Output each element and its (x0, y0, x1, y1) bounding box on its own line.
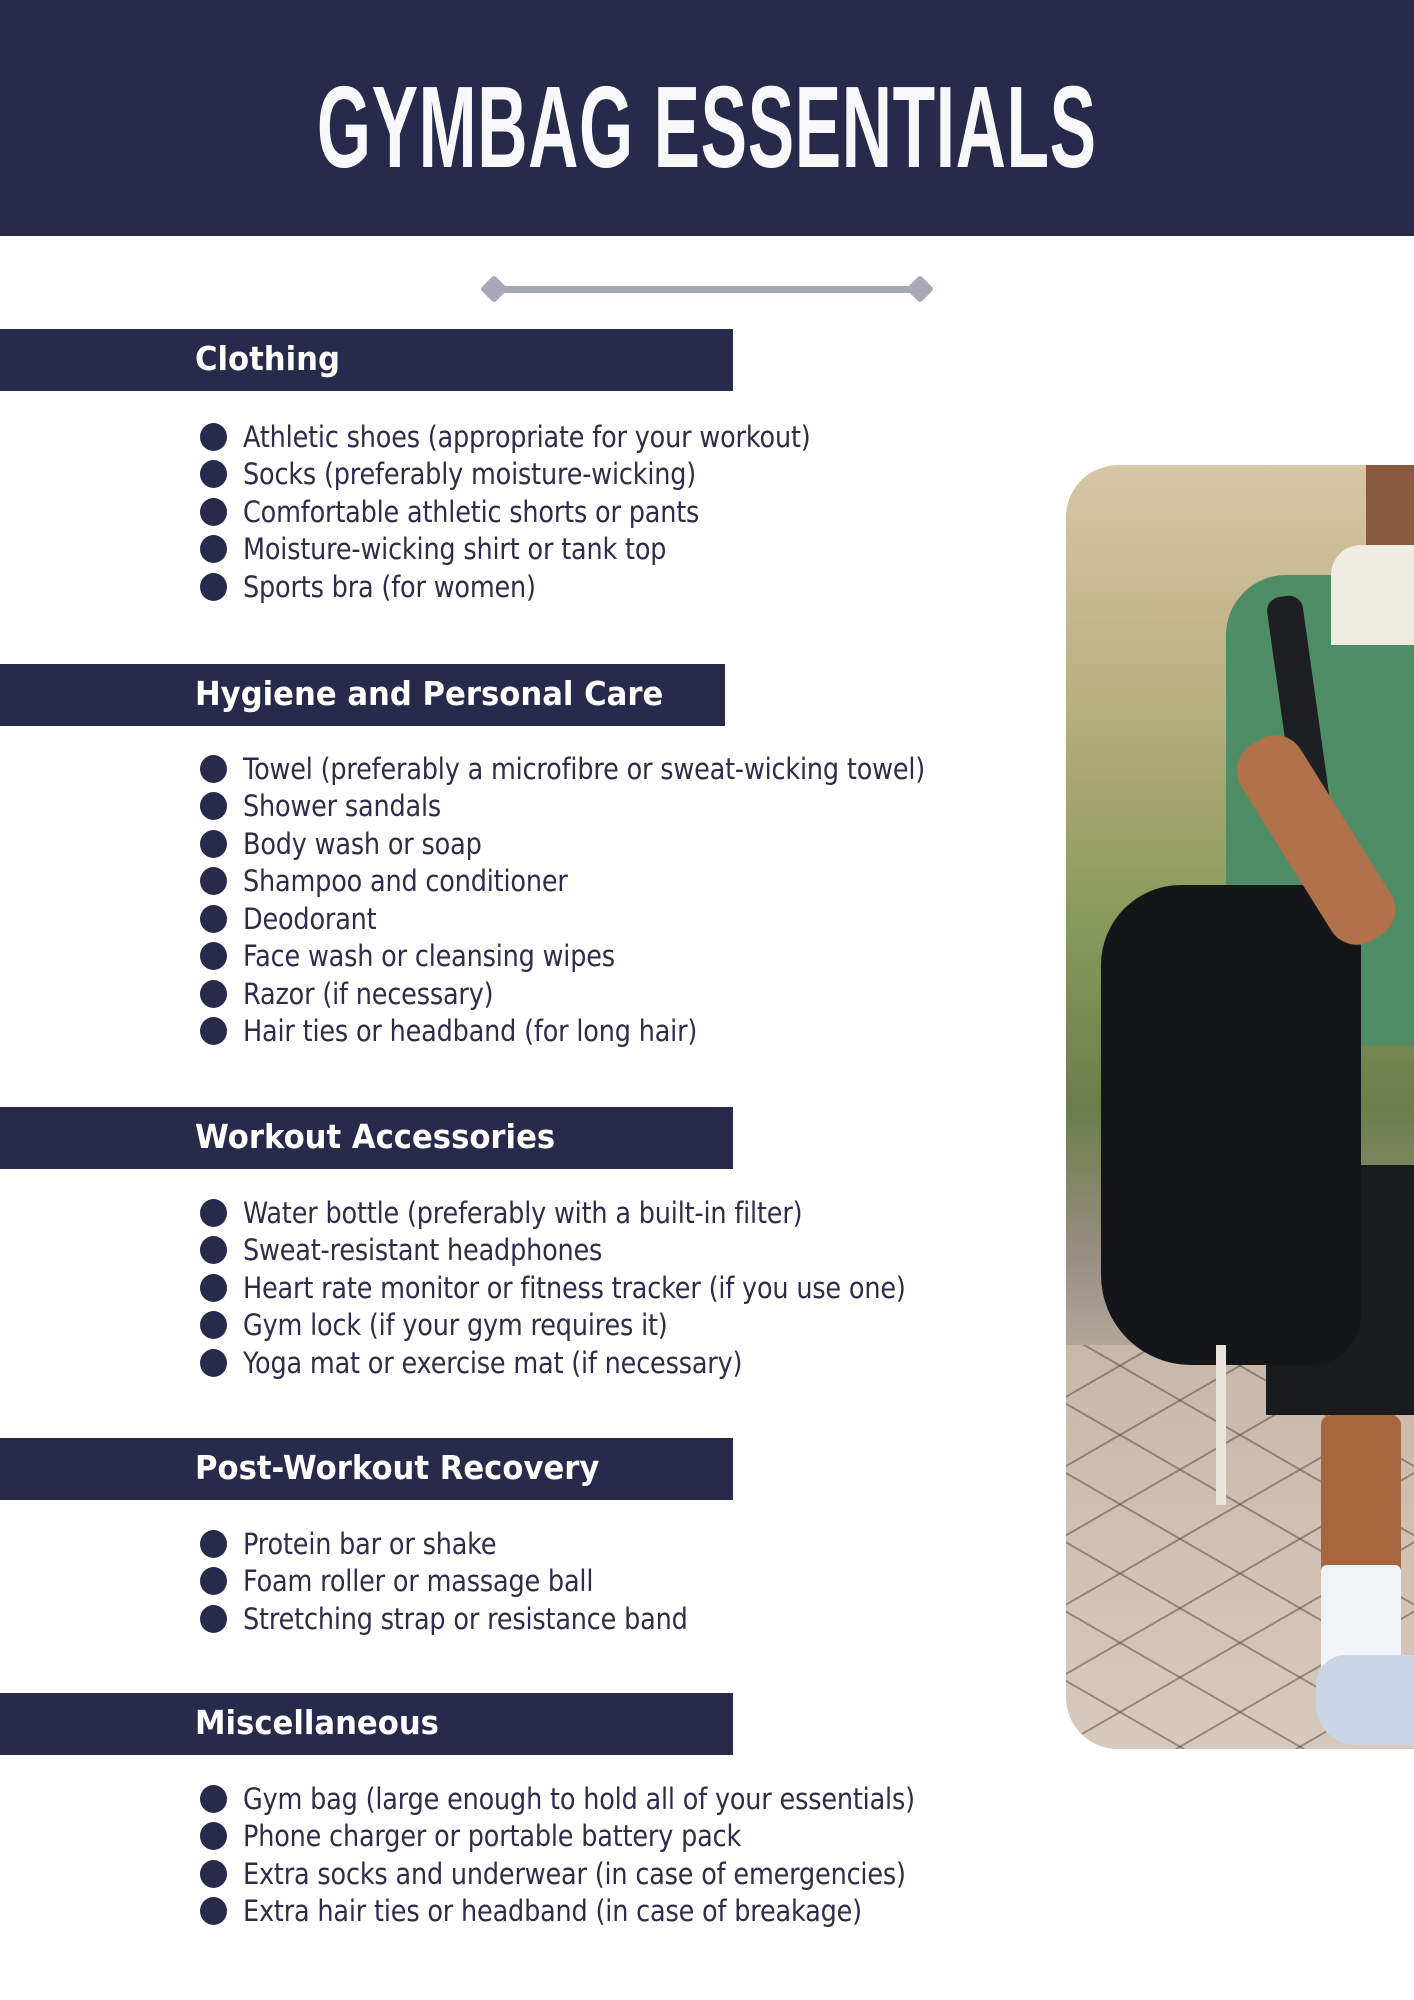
item-text: Protein bar or shake (243, 1526, 497, 1561)
section-title: Workout Accessories (195, 1117, 556, 1156)
item-text: Shampoo and conditioner (243, 864, 568, 899)
bullet-icon (200, 980, 227, 1008)
item-text: Razor (if necessary) (243, 976, 494, 1011)
list-item (200, 1013, 1018, 1051)
list-item (200, 825, 1018, 863)
item-text: Athletic shoes (appropriate for your workout) (243, 419, 811, 454)
page-title-wrap (0, 62, 1414, 192)
list-item (200, 1232, 996, 1270)
item-text: Comfortable athletic shorts or pants (243, 494, 700, 529)
bullet-icon (200, 1785, 227, 1813)
bullet-icon (200, 1017, 227, 1045)
bullet-icon (200, 1897, 227, 1925)
list-item (200, 1780, 1006, 1818)
bullet-icon (200, 830, 227, 858)
bullet-icon (200, 792, 227, 820)
section-header-miscellaneous (0, 1693, 733, 1755)
bullet-icon (200, 1822, 227, 1850)
list-item (200, 1563, 748, 1601)
bullet-icon (200, 1199, 227, 1227)
item-text: Gym lock (if your gym requires it) (243, 1308, 668, 1343)
bullet-icon (200, 755, 227, 783)
bullet-icon (200, 1605, 227, 1633)
diamond-icon (480, 275, 508, 303)
list-item (200, 568, 888, 606)
bullet-icon (200, 573, 227, 601)
list-item (200, 418, 888, 456)
item-text: Stretching strap or resistance band (243, 1601, 688, 1636)
list-item (200, 1600, 748, 1638)
bullet-icon (200, 942, 227, 970)
bag-tag (1216, 1345, 1226, 1505)
section-title: Hygiene and Personal Care (195, 674, 664, 713)
title-banner (0, 0, 1414, 236)
item-text: Extra socks and underwear (in case of emergencies) (243, 1856, 906, 1891)
item-text: Extra hair ties or headband (in case of breakage) (243, 1894, 862, 1929)
bullet-icon (200, 1274, 227, 1302)
item-text: Face wash or cleansing wipes (243, 939, 615, 974)
item-text: Hair ties or headband (for long hair) (243, 1014, 698, 1049)
list-item (200, 975, 1018, 1013)
list-item (200, 456, 888, 494)
bullet-icon (200, 498, 227, 526)
list-item (200, 1269, 996, 1307)
list-item (200, 1525, 748, 1563)
item-text: Deodorant (243, 901, 377, 936)
workout-accessories-list (200, 1194, 996, 1382)
bullet-icon (200, 1860, 227, 1888)
bullet-icon (200, 535, 227, 563)
list-item (200, 493, 888, 531)
towel (1331, 545, 1414, 645)
list-item (200, 1307, 996, 1345)
item-text: Foam roller or massage ball (243, 1564, 594, 1599)
section-header-workout-accessories (0, 1107, 733, 1169)
list-item (200, 1893, 1006, 1931)
bullet-icon (200, 1349, 227, 1377)
item-text: Towel (preferably a microfibre or sweat-wicking towel) (243, 751, 926, 786)
item-text: Shower sandals (243, 789, 442, 824)
item-text: Moisture-wicking shirt or tank top (243, 532, 667, 567)
item-text: Phone charger or portable battery pack (243, 1819, 742, 1854)
section-header-hygiene (0, 664, 725, 726)
item-text: Yoga mat or exercise mat (if necessary) (243, 1345, 743, 1380)
post-workout-list (200, 1525, 748, 1638)
list-item (200, 1818, 1006, 1856)
divider-line (494, 286, 920, 293)
item-text: Gym bag (large enough to hold all of your essentials) (243, 1781, 915, 1816)
item-text: Body wash or soap (243, 826, 482, 861)
clothing-list (200, 418, 888, 606)
item-text: Socks (preferably moisture-wicking) (243, 457, 697, 492)
bullet-icon (200, 460, 227, 488)
section-title: Miscellaneous (195, 1703, 439, 1742)
bullet-icon (200, 1236, 227, 1264)
bullet-icon (200, 1311, 227, 1339)
list-item (200, 750, 1018, 788)
person-leg (1321, 1415, 1401, 1585)
gym-bag-image (1101, 885, 1361, 1365)
hygiene-list (200, 750, 1018, 1050)
bullet-icon (200, 905, 227, 933)
section-title: Clothing (195, 339, 340, 378)
decorative-divider (480, 275, 934, 303)
list-item (200, 788, 1018, 826)
person-shoe (1316, 1655, 1414, 1745)
bullet-icon (200, 423, 227, 451)
list-item (200, 863, 1018, 901)
item-text: Sports bra (for women) (243, 569, 536, 604)
bullet-icon (200, 1567, 227, 1595)
list-item (200, 900, 1018, 938)
section-header-post-workout (0, 1438, 733, 1500)
item-text: Heart rate monitor or fitness tracker (if you use one) (243, 1270, 906, 1305)
diamond-icon (906, 275, 934, 303)
list-item (200, 938, 1018, 976)
list-item (200, 531, 888, 569)
page-title: GYMBAG ESSENTIALS (317, 62, 1097, 192)
miscellaneous-list (200, 1780, 1006, 1930)
list-item (200, 1344, 996, 1382)
section-header-clothing (0, 329, 733, 391)
list-item (200, 1855, 1006, 1893)
item-text: Sweat-resistant headphones (243, 1233, 603, 1268)
bullet-icon (200, 867, 227, 895)
section-title: Post-Workout Recovery (195, 1448, 600, 1487)
bullet-icon (200, 1530, 227, 1558)
gym-bag-photo (1066, 465, 1414, 1749)
list-item (200, 1194, 996, 1232)
item-text: Water bottle (preferably with a built-in filter) (243, 1195, 803, 1230)
